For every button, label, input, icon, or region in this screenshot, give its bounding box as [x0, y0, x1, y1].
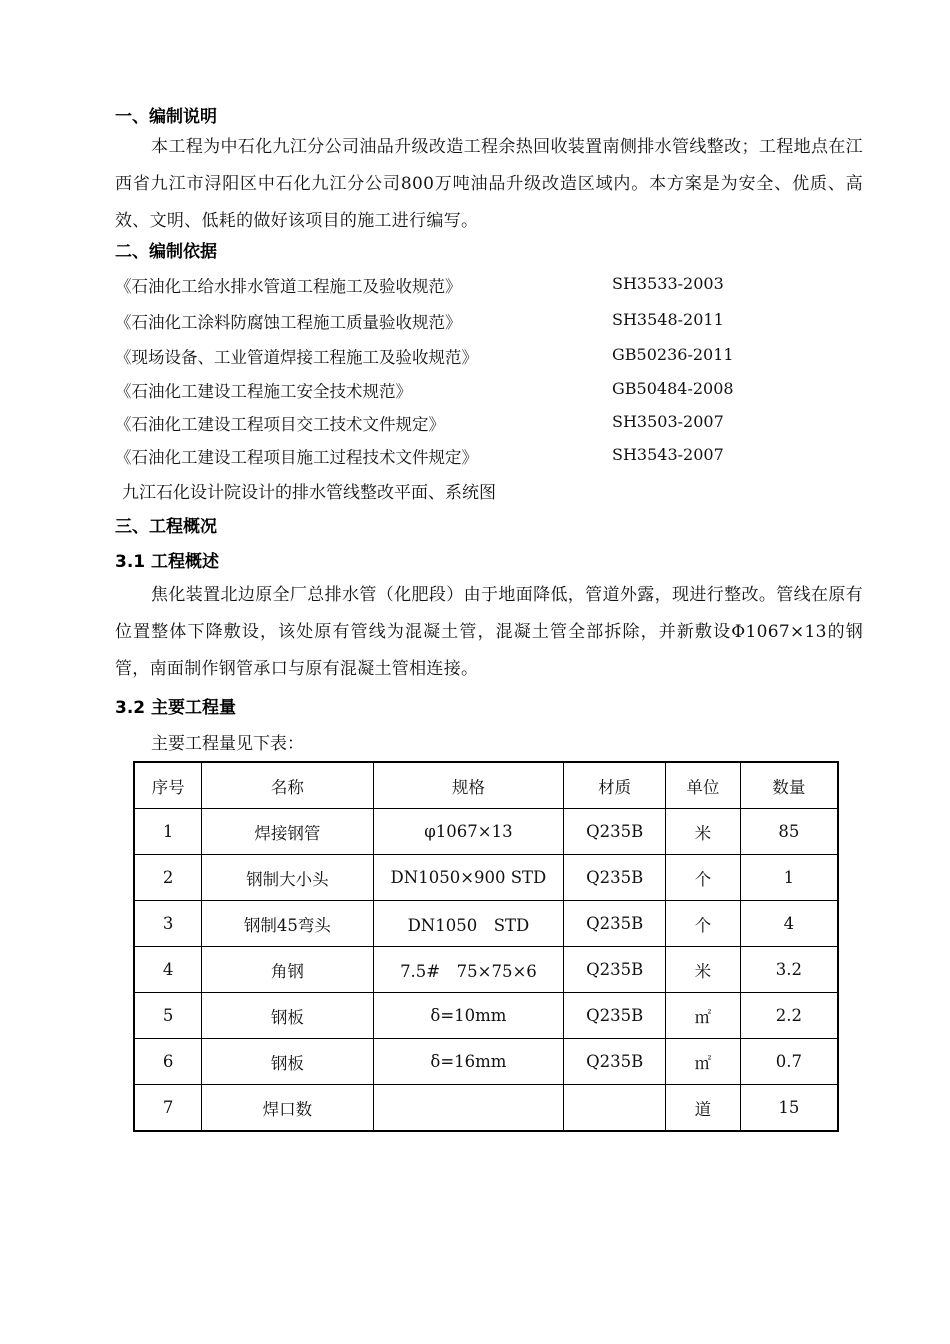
- table-cell: 15: [740, 1085, 838, 1132]
- table-cell: ㎡: [666, 993, 741, 1039]
- column-header: 单位: [666, 762, 741, 809]
- subsection-heading-3-1: 3.1 工程概述: [115, 552, 220, 572]
- table-cell: 6: [134, 1039, 202, 1085]
- table-cell: 焊接钢管: [202, 809, 373, 855]
- table-cell: 4: [740, 901, 838, 947]
- table-row: [134, 1085, 838, 1132]
- reference-title: 《石油化工给水排水管道工程施工及验收规范》: [115, 277, 462, 296]
- table-cell: DN1050×900 STD: [373, 855, 564, 901]
- section-heading-2: 二、编制依据: [115, 242, 217, 262]
- reference-drawings: 九江石化设计院设计的排水管线整改平面、系统图: [122, 483, 496, 503]
- table-cell: 2: [134, 855, 202, 901]
- table-cell: 3: [134, 901, 202, 947]
- column-header: 序号: [134, 762, 202, 809]
- quantity-table: [133, 761, 839, 1132]
- table-row: [134, 855, 838, 901]
- table-intro: 主要工程量见下表：: [151, 734, 304, 754]
- table-cell: 4: [134, 947, 202, 993]
- table-cell: 钢板: [202, 993, 373, 1039]
- table-cell: δ=16mm: [373, 1039, 564, 1085]
- table-cell: Q235B: [564, 901, 666, 947]
- table-header-row: [134, 762, 838, 809]
- table-row: [134, 901, 838, 947]
- table-cell: 道: [666, 1085, 741, 1132]
- section-heading-3: 三、工程概况: [115, 517, 217, 537]
- subsection-3-1-paragraph: 焦化装置北边原全厂总排水管（化肥段）由于地面降低，管道外露，现进行整改。管线在原有位置整体下降敷设，该处原有管线为混凝土管，混凝土管全部拆除，并新敷设Φ1067×13的钢管，南面制作钢管承口与原有混凝土管相连接。: [115, 585, 863, 679]
- table-cell: 钢制大小头: [202, 855, 373, 901]
- table-cell: 1: [134, 809, 202, 855]
- table-cell: 个: [666, 855, 741, 901]
- table-cell: DN1050 STD: [373, 901, 564, 947]
- reference-title: 《石油化工建设工程项目交工技术文件规定》: [115, 415, 445, 434]
- table-cell: 米: [666, 809, 741, 855]
- reference-title: 《石油化工建设工程项目施工过程技术文件规定》: [115, 448, 478, 467]
- table-cell: Q235B: [564, 809, 666, 855]
- column-header: 数量: [740, 762, 838, 809]
- table-cell: [564, 1085, 666, 1132]
- reference-code: SH3533-2003: [612, 274, 724, 293]
- table-cell: 个: [666, 901, 741, 947]
- table-cell: [373, 1085, 564, 1132]
- table-row: [134, 993, 838, 1039]
- table-cell: Q235B: [564, 1039, 666, 1085]
- table-cell: 7.5# 75×75×6: [373, 947, 564, 993]
- reference-code: GB50484-2008: [612, 379, 734, 398]
- section-1-paragraph: 本工程为中石化九江分公司油品升级改造工程余热回收装置南侧排水管线整改；工程地点在江西省九江市浔阳区中石化九江分公司800万吨油品升级改造区域内。本方案是为安全、优质、高效、文明、低耗的做好该项目的施工进行编写。: [115, 137, 863, 231]
- table-cell: 1: [740, 855, 838, 901]
- table-cell: Q235B: [564, 855, 666, 901]
- table-cell: 角钢: [202, 947, 373, 993]
- table-cell: Q235B: [564, 947, 666, 993]
- table-cell: 5: [134, 993, 202, 1039]
- reference-code: GB50236-2011: [612, 345, 734, 364]
- table-cell: 85: [740, 809, 838, 855]
- table-cell: 3.2: [740, 947, 838, 993]
- subsection-heading-3-2: 3.2 主要工程量: [115, 698, 237, 718]
- table-cell: 钢制45弯头: [202, 901, 373, 947]
- reference-title: 《现场设备、工业管道焊接工程施工及验收规范》: [115, 348, 478, 367]
- table-cell: 焊口数: [202, 1085, 373, 1132]
- reference-code: SH3548-2011: [612, 310, 724, 329]
- table-cell: 钢板: [202, 1039, 373, 1085]
- column-header: 材质: [564, 762, 666, 809]
- reference-code: SH3543-2007: [612, 445, 724, 464]
- column-header: 规格: [373, 762, 564, 809]
- reference-code: SH3503-2007: [612, 412, 724, 431]
- table-row: [134, 1039, 838, 1085]
- table-cell: 0.7: [740, 1039, 838, 1085]
- reference-title: 《石油化工涂料防腐蚀工程施工质量验收规范》: [115, 313, 462, 332]
- column-header: 名称: [202, 762, 373, 809]
- table-cell: δ=10mm: [373, 993, 564, 1039]
- table-row: [134, 947, 838, 993]
- table-cell: ㎡: [666, 1039, 741, 1085]
- section-heading-1: 一、编制说明: [115, 107, 217, 127]
- table-cell: φ1067×13: [373, 809, 564, 855]
- table-cell: 2.2: [740, 993, 838, 1039]
- table-cell: 7: [134, 1085, 202, 1132]
- reference-title: 《石油化工建设工程施工安全技术规范》: [115, 382, 412, 401]
- table-cell: 米: [666, 947, 741, 993]
- table-cell: Q235B: [564, 993, 666, 1039]
- table-row: [134, 809, 838, 855]
